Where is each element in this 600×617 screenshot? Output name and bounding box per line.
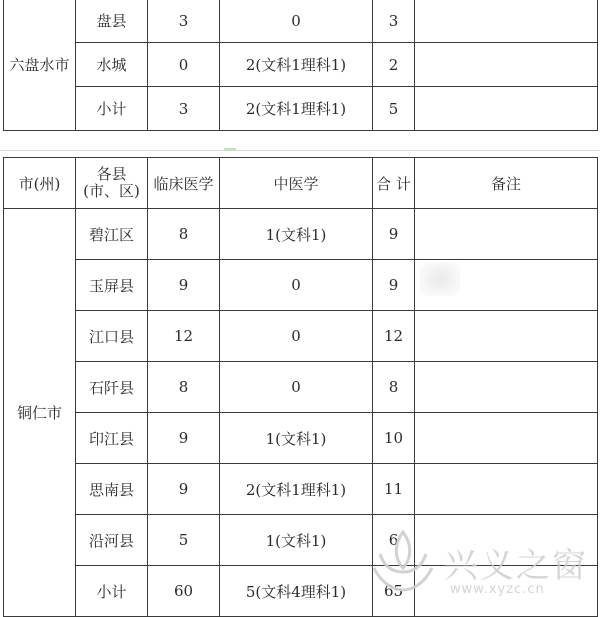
header-row bbox=[4, 158, 598, 209]
blur-smudge bbox=[420, 262, 460, 296]
total-cell: 9 bbox=[373, 260, 415, 311]
note-cell bbox=[415, 209, 598, 260]
watermark-text: 兴义之窗 bbox=[444, 546, 588, 586]
bottom-table-tongren bbox=[3, 157, 598, 617]
divider-mark bbox=[224, 148, 236, 150]
tcm-cell: 1(文科1) bbox=[220, 413, 373, 464]
table-row bbox=[4, 566, 598, 617]
header-county-line2: (市、区) bbox=[83, 182, 140, 200]
note-cell bbox=[415, 0, 598, 43]
tcm-cell: 5(文科4理科1) bbox=[220, 566, 373, 617]
tcm-cell: 2(文科1理科1) bbox=[220, 43, 373, 87]
note-cell bbox=[415, 464, 598, 515]
note-cell bbox=[415, 515, 598, 566]
county-cell: 小计 bbox=[76, 566, 148, 617]
total-cell: 8 bbox=[373, 362, 415, 413]
total-cell: 65 bbox=[373, 566, 415, 617]
table-row bbox=[4, 87, 598, 131]
table-row bbox=[4, 413, 598, 464]
table-row bbox=[4, 0, 598, 43]
note-cell bbox=[415, 87, 598, 131]
total-cell: 6 bbox=[373, 515, 415, 566]
header-tcm: 中医学 bbox=[220, 158, 373, 209]
clinical-cell: 8 bbox=[148, 362, 220, 413]
total-cell: 5 bbox=[373, 87, 415, 131]
header-total: 合 计 bbox=[373, 158, 415, 209]
city-cell: 六盘水市 bbox=[4, 0, 76, 131]
tcm-cell: 0 bbox=[220, 260, 373, 311]
city-cell: 铜仁市 bbox=[4, 209, 76, 617]
total-cell: 3 bbox=[373, 0, 415, 43]
county-cell: 碧江区 bbox=[76, 209, 148, 260]
header-note: 备注 bbox=[415, 158, 598, 209]
county-cell: 印江县 bbox=[76, 413, 148, 464]
county-cell: 盘县 bbox=[76, 0, 148, 43]
clinical-cell: 9 bbox=[148, 464, 220, 515]
clinical-cell: 0 bbox=[148, 43, 220, 87]
table-row bbox=[4, 209, 598, 260]
clinical-cell: 12 bbox=[148, 311, 220, 362]
total-cell: 10 bbox=[373, 413, 415, 464]
county-cell: 水城 bbox=[76, 43, 148, 87]
county-cell: 小计 bbox=[76, 87, 148, 131]
watermark-url: www.xyzc.cn bbox=[450, 582, 545, 597]
county-cell: 石阡县 bbox=[76, 362, 148, 413]
tcm-cell: 0 bbox=[220, 362, 373, 413]
table-row bbox=[4, 311, 598, 362]
note-cell bbox=[415, 566, 598, 617]
table-row bbox=[4, 362, 598, 413]
table-row bbox=[4, 515, 598, 566]
table-row bbox=[4, 43, 598, 87]
tcm-cell: 2(文科1理科1) bbox=[220, 87, 373, 131]
clinical-cell: 8 bbox=[148, 209, 220, 260]
clinical-cell: 3 bbox=[148, 87, 220, 131]
note-cell bbox=[415, 43, 598, 87]
clinical-cell: 9 bbox=[148, 260, 220, 311]
header-city: 市(州) bbox=[4, 158, 76, 209]
total-cell: 11 bbox=[373, 464, 415, 515]
county-cell: 思南县 bbox=[76, 464, 148, 515]
tcm-cell: 0 bbox=[220, 311, 373, 362]
page-divider bbox=[0, 150, 600, 151]
total-cell: 9 bbox=[373, 209, 415, 260]
note-cell bbox=[415, 413, 598, 464]
county-cell: 玉屏县 bbox=[76, 260, 148, 311]
total-cell: 2 bbox=[373, 43, 415, 87]
county-cell: 沿河县 bbox=[76, 515, 148, 566]
clinical-cell: 9 bbox=[148, 413, 220, 464]
clinical-cell: 5 bbox=[148, 515, 220, 566]
tcm-cell: 0 bbox=[220, 0, 373, 43]
total-cell: 12 bbox=[373, 311, 415, 362]
note-cell bbox=[415, 311, 598, 362]
tcm-cell: 1(文科1) bbox=[220, 515, 373, 566]
tcm-cell: 1(文科1) bbox=[220, 209, 373, 260]
table-row bbox=[4, 260, 598, 311]
clinical-cell: 3 bbox=[148, 0, 220, 43]
clinical-cell: 60 bbox=[148, 566, 220, 617]
header-county-line1: 各县 bbox=[96, 165, 127, 183]
header-county bbox=[76, 158, 148, 209]
tcm-cell: 2(文科1理科1) bbox=[220, 464, 373, 515]
note-cell bbox=[415, 362, 598, 413]
header-clinical: 临床医学 bbox=[148, 158, 220, 209]
county-cell: 江口县 bbox=[76, 311, 148, 362]
table-row bbox=[4, 464, 598, 515]
top-table-liupanshui bbox=[3, 0, 598, 131]
